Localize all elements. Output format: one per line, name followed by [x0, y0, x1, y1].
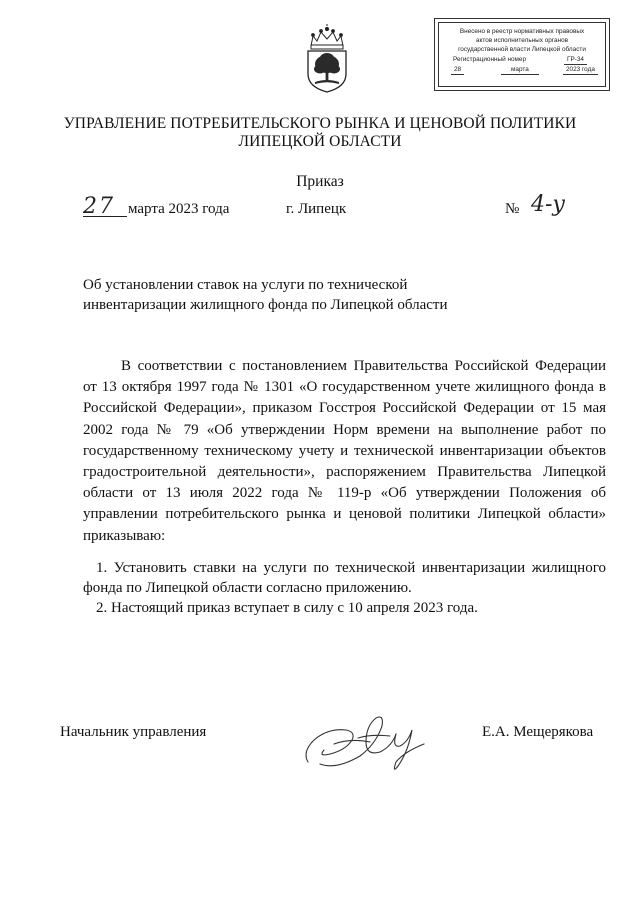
stamp-date-row: [439, 65, 605, 75]
stamp-reg-row: [439, 55, 605, 65]
stamp-line-3: государственной власти Липецкой области: [458, 46, 586, 54]
city: г. Липецк: [286, 201, 347, 217]
stamp-line-2: актов исполнительных органов: [475, 37, 569, 45]
order-item-2: 2. Настоящий приказ вступает в силу с 10 апреля 2023 года.: [96, 600, 478, 616]
stamp-day: 28: [451, 65, 464, 75]
order-subject-line-1: Об установлении ставок на услуги по технической: [83, 277, 408, 293]
signatory-name: Е.А. Мещерякова: [482, 724, 594, 740]
date-month-year: марта 2023 года: [128, 201, 230, 217]
organization-title: [0, 115, 640, 151]
stamp-line-1: Внесено в реестр нормативных правовых: [459, 28, 585, 35]
number-sign: №: [505, 201, 520, 217]
order-subject-line-2: инвентаризации жилищного фонда по Липецкой области: [83, 296, 448, 313]
date-day-handwritten: 27: [83, 194, 115, 219]
stamp-reg-label: Регистрационный номер: [453, 55, 527, 63]
stamp-reg-number: ГР-34: [564, 55, 587, 65]
order-number-handwritten: 4-у: [531, 192, 566, 217]
registry-stamp: [434, 18, 610, 91]
stamp-year: 2023 года: [563, 65, 598, 75]
date-day-underline: [83, 216, 127, 217]
handwritten-signature-icon: [300, 700, 430, 780]
organization-title-line-1: УПРАВЛЕНИЕ ПОТРЕБИТЕЛЬСКОГО РЫНКА И ЦЕНОВОЙ ПОЛИТИКИ: [63, 115, 577, 132]
order-item-1: 1. Установить ставки на услуги по технической инвентаризации жилищного фонда по Липецкой области согласно приложению.: [83, 560, 606, 596]
stamp-month: марта: [501, 65, 539, 75]
order-subject: [83, 276, 563, 315]
organization-title-line-2: ЛИПЕЦКОЙ ОБЛАСТИ: [238, 133, 402, 150]
date-field: [83, 196, 233, 220]
registry-stamp-inner: [438, 22, 606, 87]
preamble-paragraph: В соответствии с постановлением Правительства Российской Федерации от 13 октября 1997 года № 1301 «О государственном учете жилищного фонда в Российской Федерации», приказом Госстроя Российской Федерации от 15 мая 2002 года № 79 «Об утверждении Норм времени на выполнение работ по государственному техническому учету и технической инвентаризации объектов градостроительной деятельности», распоряжением Правительства Липецкой области от 13 июля 2022 года № 119-р «Об утверждении Положения об управлении потребительского рынка и ценовой политики Липецкой области» приказываю:: [83, 358, 606, 544]
signatory-position: Начальник управления: [60, 724, 207, 740]
order-number-field: [505, 192, 605, 220]
document-type: Приказ: [296, 173, 344, 190]
coat-of-arms-icon: [301, 24, 353, 94]
